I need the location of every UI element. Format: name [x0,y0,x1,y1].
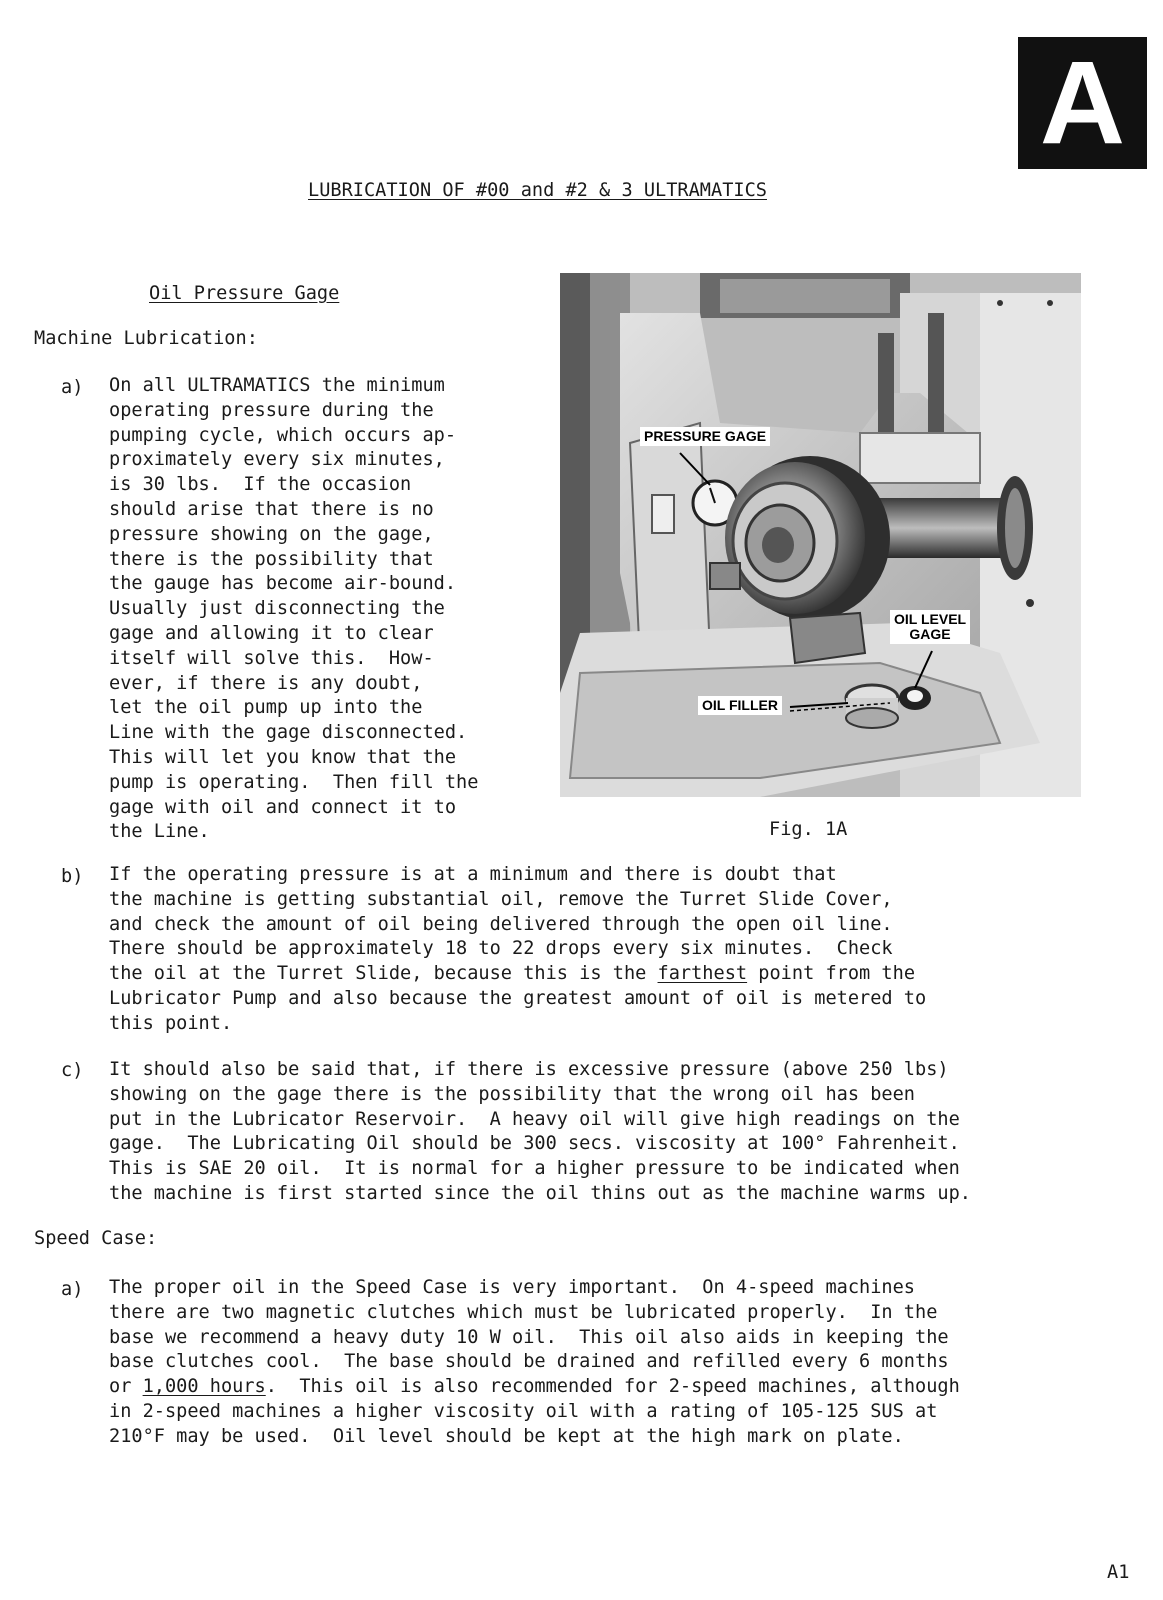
para-a-line: operating pressure during the [109,399,434,421]
para-a-line: let the oil pump up into the [109,697,423,719]
para-a-line: pump is operating. Then fill the [109,771,479,793]
subhead-oil-pressure-gage: Oil Pressure Gage [149,283,340,304]
para-b [109,863,926,1037]
para-a-line: is 30 lbs. If the occasion [109,474,412,496]
para-speed-a-line: 210°F may be used. Oil level should be kept at the high mark on plate. [109,1425,904,1447]
page-title: LUBRICATION OF #00 and #2 & 3 ULTRAMATICS [308,180,767,201]
para-c-line: the machine is first started since the oil thins out as the machine warms up. [109,1182,971,1204]
para-b-line: Lubricator Pump and also because the greatest amount of oil is metered to [109,987,927,1009]
para-a-line: there is the possibility that [109,548,434,570]
para-a-line: pumping cycle, which occurs ap- [109,424,457,446]
heading-speed-case: Speed Case: [34,1228,158,1249]
page-number: A1 [1107,1562,1130,1583]
machine-photo [560,273,1081,797]
heading-machine-lubrication: Machine Lubrication: [34,328,258,349]
para-a [109,374,478,845]
para-a-line: the Line. [109,821,210,843]
callout-oil-level-line2: GAGE [909,626,951,642]
para-c [109,1058,971,1207]
para-speed-a [109,1276,960,1450]
para-b-line: There should be approximately 18 to 22 drops every six minutes. Check [109,938,893,960]
para-speed-a-line: base we recommend a heavy duty 10 W oil. This oil also aids in keeping the [109,1326,949,1348]
para-a-line: On all ULTRAMATICS the minimum [109,375,445,396]
para-speed-a-underlined: 1,000 hours [142,1376,266,1398]
para-a-line: should arise that there is no [109,498,434,520]
para-c-line: gage. The Lubricating Oil should be 300 secs. viscosity at 100° Fahrenheit. [109,1133,960,1155]
para-c-line: put in the Lubricator Reservoir. A heavy oil will give high readings on the [109,1108,960,1130]
para-speed-a-line [109,1375,960,1400]
para-speed-a-line: The proper oil in the Speed Case is very important. On 4-speed machines [109,1277,915,1298]
para-c-marker: c) [61,1060,84,1081]
para-a-line: Line with the gage disconnected. [109,722,468,744]
para-b-line: this point. [109,1012,233,1034]
para-b-line: the machine is getting substantial oil, remove the Turret Slide Cover, [109,888,893,910]
para-a-line: ever, if there is any doubt, [109,672,423,694]
para-speed-a-line: in 2-speed machines a higher viscosity oil with a rating of 105-125 SUS at [109,1400,938,1422]
callout-pressure-gage: PRESSURE GAGE [640,427,770,446]
callout-oil-filler: OIL FILLER [698,696,782,715]
para-b-line5-pre: the oil at the Turret Slide, because this is the [109,963,658,985]
para-a-line: proximately every six minutes, [109,449,445,471]
para-speed-a-marker: a) [61,1279,84,1300]
section-tab: A [1018,37,1147,169]
para-c-line: This is SAE 20 oil. It is normal for a higher pressure to be indicated when [109,1158,960,1180]
figure-caption: Fig. 1A [769,819,848,840]
para-b-line [109,962,926,987]
para-b-marker: b) [61,866,84,887]
para-a-line: itself will solve this. How- [109,647,434,669]
para-a-line: This will let you know that the [109,746,457,768]
para-b-line: If the operating pressure is at a minimum and there is doubt that [109,864,837,885]
para-a-line: gage with oil and connect it to [109,796,457,818]
para-b-underlined: farthest [657,963,748,985]
para-speed-a-line: there are two magnetic clutches which must be lubricated properly. In the [109,1301,938,1323]
para-c-line: It should also be said that, if there is excessive pressure (above 250 lbs) [109,1059,949,1080]
para-a-line: pressure showing on the gage, [109,523,434,545]
para-b-line5-post: point from the [747,963,916,985]
para-speed-a-line5-post: . This oil is also recommended for 2-speed machines, although [265,1376,960,1398]
machine-illustration [560,273,1081,797]
para-a-line: Usually just disconnecting the [109,598,445,620]
para-b-line: and check the amount of oil being delivered through the open oil line. [109,913,893,935]
callout-oil-level-gage [890,610,970,644]
para-speed-a-line5-pre: or [109,1376,143,1398]
callout-oil-level-line1: OIL LEVEL [894,611,967,627]
para-a-marker: a) [61,377,84,398]
para-a-line: gage and allowing it to clear [109,622,434,644]
para-c-line: showing on the gage there is the possibility that the wrong oil has been [109,1083,915,1105]
para-speed-a-line: base clutches cool. The base should be drained and refilled every 6 months [109,1351,949,1373]
para-a-line: the gauge has become air-bound. [109,573,457,595]
